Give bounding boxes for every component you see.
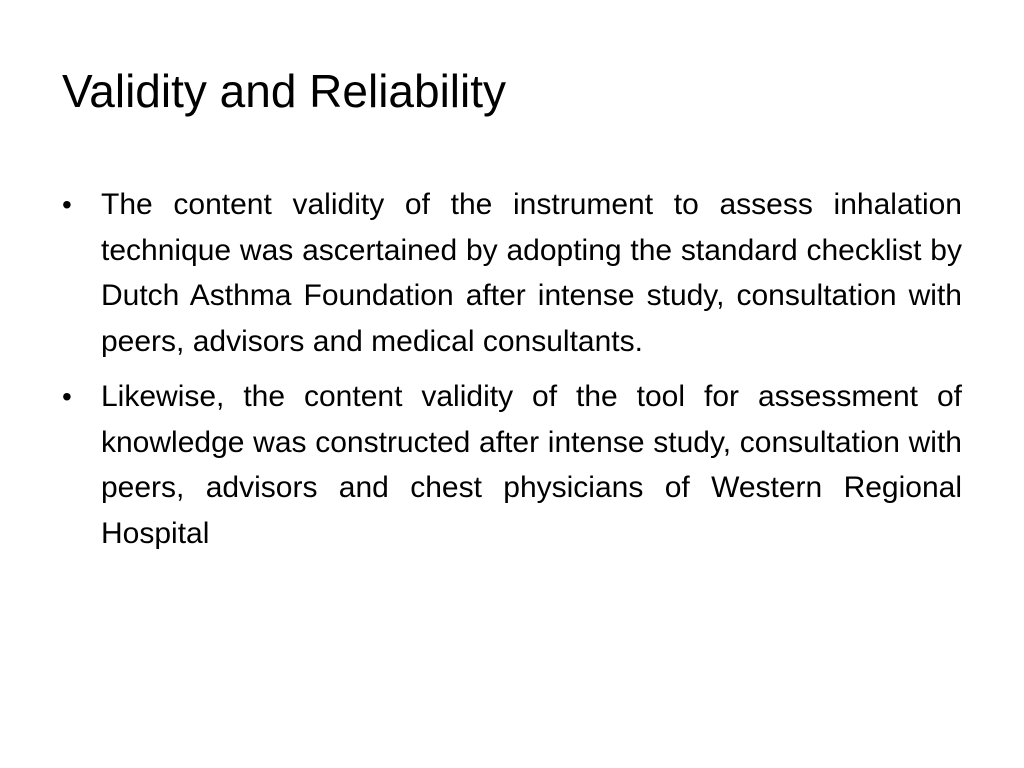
bullet-item — [62, 182, 962, 364]
bullet-text: Likewise, the content validity of the tool for assessment of knowledge was constructed after intense study, consultation with peers, advisors and chest physicians of Western Regional Hospital — [101, 380, 962, 550]
bullet-text: The content validity of the instrument to assess inhalation technique was ascertained by adopting the standard checklist by Dutch Asthma Foundation after intense study, consultation with peers, advisors and medical consultants. — [101, 188, 962, 358]
bullet-item — [62, 374, 962, 556]
bullet-marker-icon: • — [62, 189, 72, 220]
bullet-list — [62, 182, 962, 566]
slide-title: Validity and Reliability — [62, 65, 507, 117]
bullet-marker-icon: • — [62, 381, 72, 412]
